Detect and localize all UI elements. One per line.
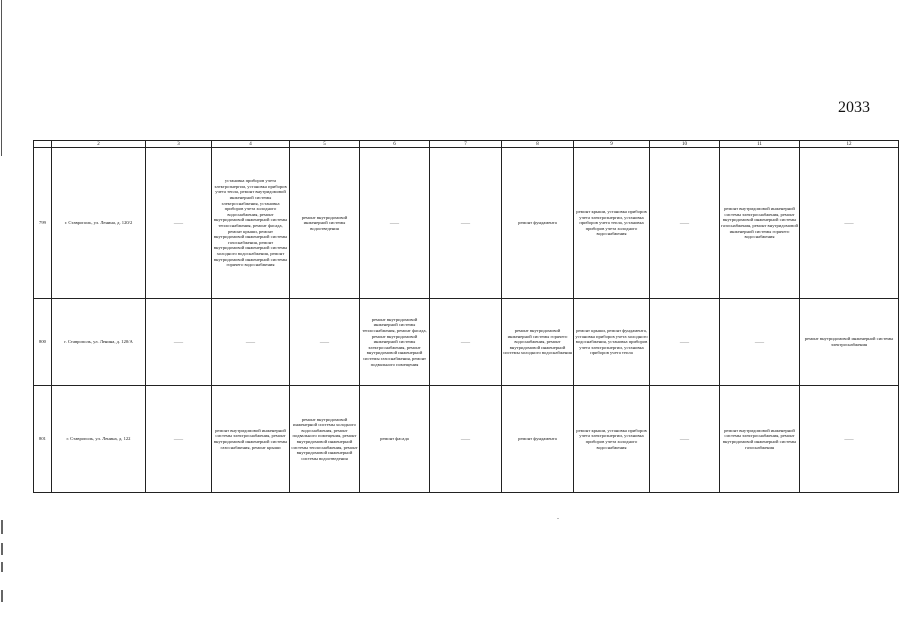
- table-row: [34, 386, 899, 493]
- table-cell: ——: [146, 299, 212, 386]
- repair-plan-table: [33, 140, 899, 493]
- table-cell: ——: [650, 386, 720, 493]
- column-header: 12: [800, 141, 899, 148]
- table-row: [34, 299, 899, 386]
- left-margin-tick: [1, 562, 3, 572]
- table-cell: ремонт крыши, ремонт фундамента, установка приборов учета холодного водоснабжения, установка приборов учета электроэнергии, установка приборов учета тепла: [574, 299, 650, 386]
- table-row: [34, 148, 899, 299]
- row-number: 801: [34, 386, 52, 493]
- left-margin-rule: [1, 0, 2, 156]
- table-header-row: [34, 141, 899, 148]
- table-cell: ремонт крыши, установка приборов учета электроэнергии, установка приборов учета тепла, установка приборов учета холодного водоснабжения: [574, 148, 650, 299]
- column-header: 2: [52, 141, 146, 148]
- table-cell: ——: [800, 148, 899, 299]
- table-cell: ремонт фундамента: [502, 148, 574, 299]
- table-cell: ремонт внутридомовой инженерной системы холодного водоснабжения, ремонт подвального помещения, ремонт внутридомовой инженерной системы теплоснабжения, ремонт внутридомовой инженерной системы водоотведения: [290, 386, 360, 493]
- table-cell: ремонт крыши, установка приборов учета электроэнергии, установка приборов учета холодного водоснабжения: [574, 386, 650, 493]
- column-header: 5: [290, 141, 360, 148]
- column-header: 4: [212, 141, 290, 148]
- column-header: 9: [574, 141, 650, 148]
- table-cell: ремонт фасада: [360, 386, 430, 493]
- row-number: 800: [34, 299, 52, 386]
- column-header: 11: [720, 141, 800, 148]
- table-cell: ——: [146, 386, 212, 493]
- table-cell: ——: [800, 386, 899, 493]
- left-margin-tick: [1, 543, 3, 555]
- table-cell: ——: [650, 148, 720, 299]
- table-cell: ——: [430, 148, 502, 299]
- table-cell: ——: [212, 299, 290, 386]
- table-cell: ремонт внутридомовой инженерной системы электроснабжения, ремонт внутридомовой инженерной системы газоснабжения, ремонт внутридомовой инженерной системы горячего водоснабжения: [720, 148, 800, 299]
- table-cell: ——: [360, 148, 430, 299]
- left-margin-tick: [1, 520, 3, 534]
- table-cell: установка приборов учета электроэнергии, установка приборов учета тепла, ремонт внутридомовой инженерной системы электроснабжения, установка приборов учета холодного водоснабжения, ремонт внутридомовой инженерной системы теплоснабжения, ремонт фасада, ремонт крыши, ремонт внутридомовой инженерной системы газоснабжения, ремонт внутридомовой инженерной системы холодного водоснабжения, ремонт внутридомовой инженерной системы горячего водоснабжения: [212, 148, 290, 299]
- page-number: 2033: [838, 99, 870, 116]
- column-header: 6: [360, 141, 430, 148]
- row-address: г. Ставрополь, ул. Ленина, д. 122: [52, 386, 146, 493]
- table-cell: ——: [146, 148, 212, 299]
- row-number: 799: [34, 148, 52, 299]
- table-cell: ремонт внутридомовой инженерной системы водоотведения: [290, 148, 360, 299]
- table-cell: ремонт фундамента: [502, 386, 574, 493]
- table-cell: ремонт внутридомовой инженерной системы теплоснабжения, ремонт фасада, ремонт внутридомовой инженерной системы электроснабжения, ремонт внутридомовой инженерной системы газоснабжения, ремонт подвального помещения: [360, 299, 430, 386]
- column-header: 10: [650, 141, 720, 148]
- row-address: г. Ставрополь, ул. Ленина, д. 120/2: [52, 148, 146, 299]
- column-header: [34, 141, 52, 148]
- table-cell: ремонт внутридомовой инженерной системы горячего водоснабжения, ремонт внутридомовой инженерной системы холодного водоснабжения: [502, 299, 574, 386]
- table-cell: ——: [430, 386, 502, 493]
- table-cell: ремонт внутридомовой инженерной системы электроснабжения: [800, 299, 899, 386]
- table-cell: ремонт внутридомовой инженерной системы электроснабжения, ремонт внутридомовой инженерной системы газоснабжения, ремонт крыши: [212, 386, 290, 493]
- table-cell: ——: [290, 299, 360, 386]
- row-address: г. Ставрополь, ул. Ленина, д. 120/А: [52, 299, 146, 386]
- column-header: 3: [146, 141, 212, 148]
- table-cell: ——: [650, 299, 720, 386]
- table-cell: ремонт внутридомовой инженерной системы электроснабжения, ремонт внутридомовой инженерной системы газоснабжения: [720, 386, 800, 493]
- scan-speck: [557, 518, 559, 519]
- table-cell: ——: [720, 299, 800, 386]
- column-header: 8: [502, 141, 574, 148]
- left-margin-tick: [1, 590, 3, 602]
- table-cell: ——: [430, 299, 502, 386]
- column-header: 7: [430, 141, 502, 148]
